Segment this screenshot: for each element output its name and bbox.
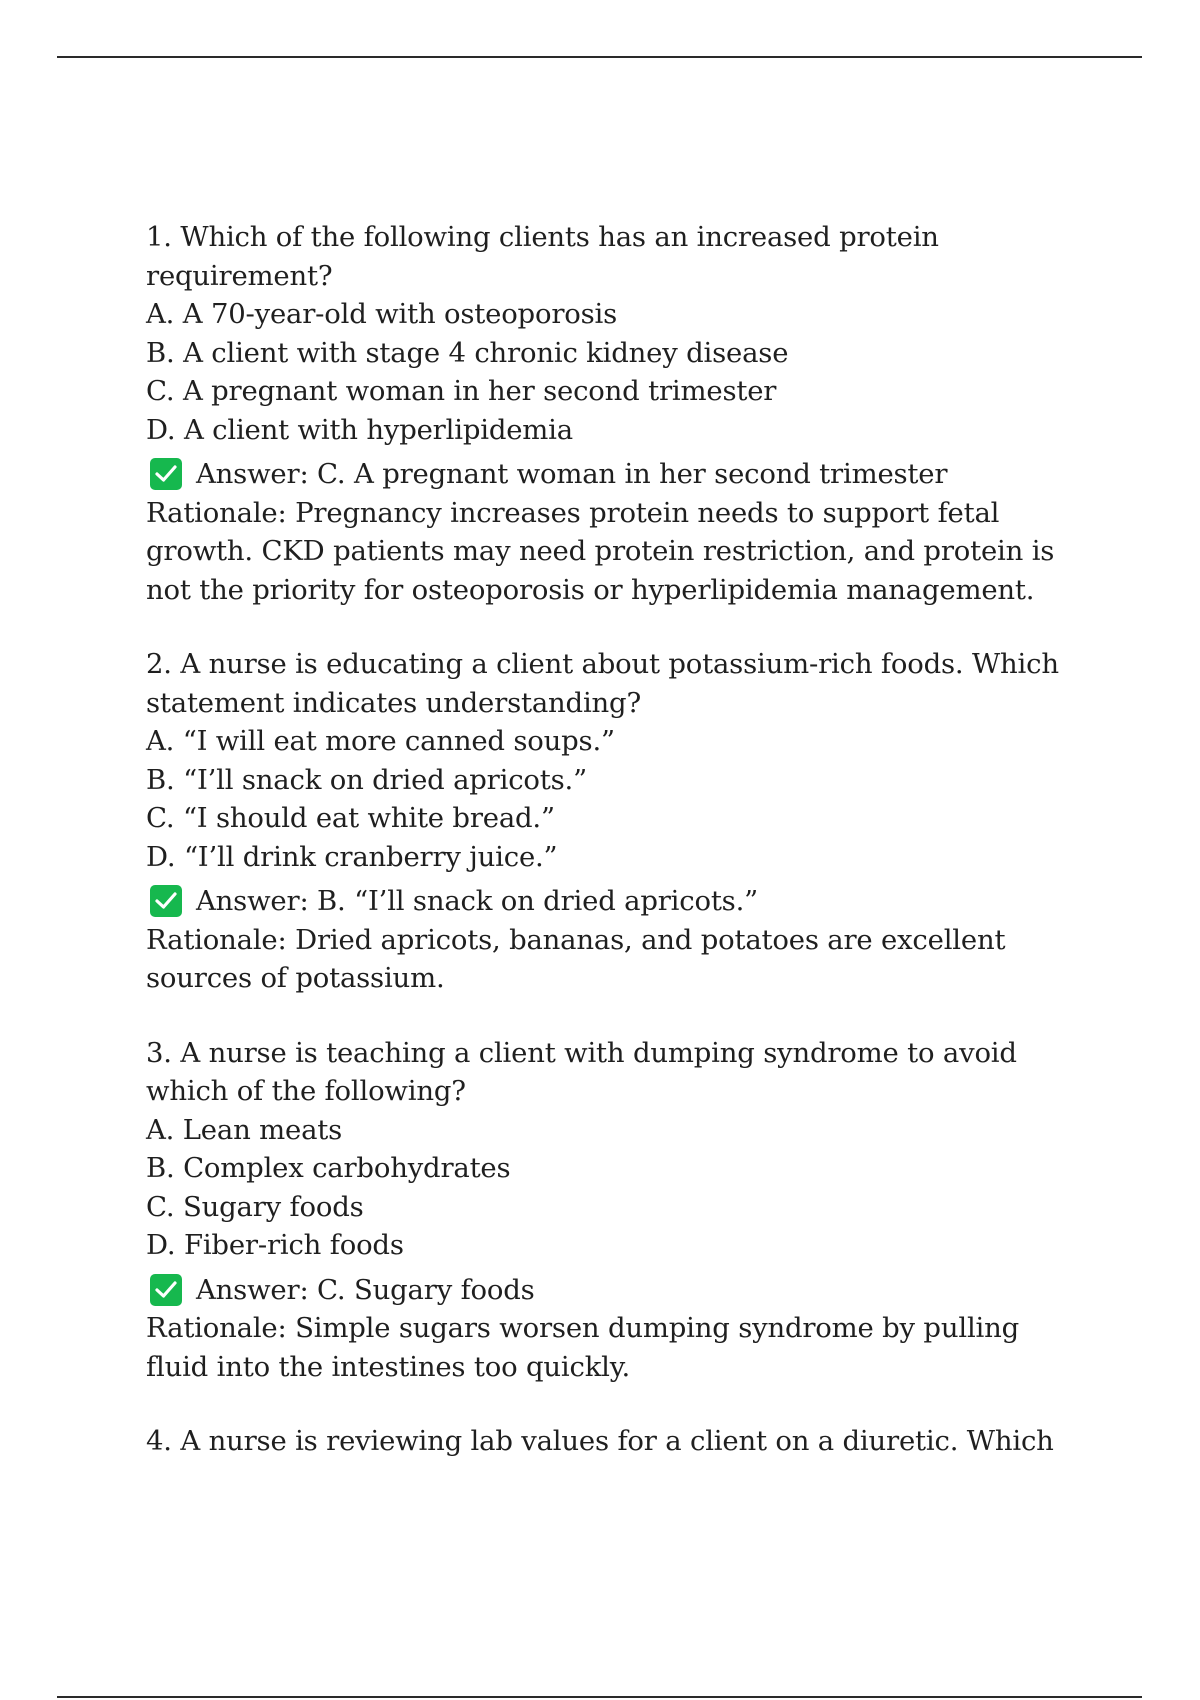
answer-line (146, 455, 1086, 494)
option-a: A. A 70-year-old with osteoporosis (146, 298, 618, 330)
option-d: D. Fiber-rich foods (146, 1229, 404, 1261)
check-mark-icon (150, 1274, 182, 1306)
rationale-text: Rationale: Dried apricots, bananas, and potatoes are excellent sources of potassium. (146, 923, 1006, 994)
option-b: B. A client with stage 4 chronic kidney disease (146, 336, 789, 369)
top-rule (57, 56, 1142, 58)
option-c: C. A pregnant woman in her second trimester (146, 375, 777, 407)
check-mark-icon (150, 885, 182, 917)
question-1 (146, 218, 1086, 609)
question-3 (146, 1034, 1086, 1387)
option-b: B. Complex carbohydrates (146, 1152, 511, 1184)
rationale-text: Rationale: Simple sugars worsen dumping syndrome by pulling fluid into the intestines too quickly. (146, 1312, 1020, 1383)
option-d: D. “I’ll drink cranberry juice.” (146, 840, 558, 873)
question-2 (146, 645, 1086, 998)
option-b: B. “I’ll snack on dried apricots.” (146, 763, 587, 796)
bottom-rule (57, 1696, 1142, 1698)
rationale-text: Rationale: Pregnancy increases protein needs to support fetal growth. CKD patients may need protein restriction, and protein is not the priority for osteoporosis or hyperlipidemia management. (146, 496, 1055, 606)
answer-text: Answer: B. “I’ll snack on dried apricots.” (196, 885, 758, 917)
question-text: 2. A nurse is educating a client about potassium-rich foods. Which statement indicates understanding? (146, 648, 1059, 719)
question-4 (146, 1422, 1086, 1461)
answer-text: Answer: C. Sugary foods (196, 1273, 535, 1306)
answer-line (146, 1271, 1086, 1310)
answer-text: Answer: C. A pregnant woman in her second trimester (196, 458, 948, 490)
answer-line (146, 882, 1086, 921)
question-text: 4. A nurse is reviewing lab values for a client on a diuretic. Which (146, 1425, 1054, 1457)
option-c: C. “I should eat white bread.” (146, 802, 555, 834)
option-a: A. Lean meats (146, 1113, 343, 1146)
option-a: A. “I will eat more canned soups.” (146, 725, 615, 757)
option-c: C. Sugary foods (146, 1190, 364, 1223)
option-d: D. A client with hyperlipidemia (146, 413, 573, 446)
check-mark-icon (150, 458, 182, 490)
document-body (146, 218, 1086, 1497)
question-text: 3. A nurse is teaching a client with dumping syndrome to avoid which of the following? (146, 1036, 1017, 1107)
question-text: 1. Which of the following clients has an increased protein requirement? (146, 221, 939, 292)
